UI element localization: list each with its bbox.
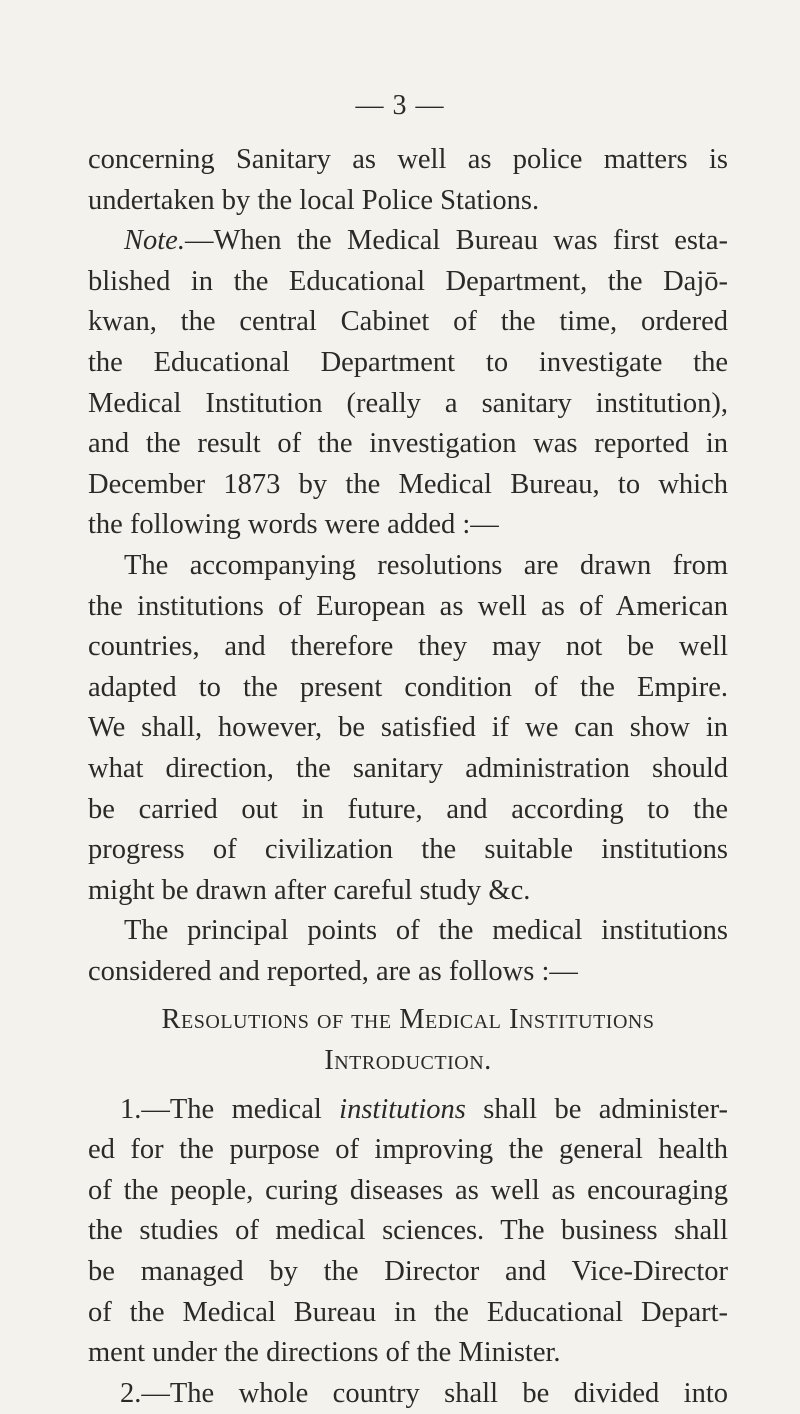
- body-line: undertaken by the local Police Stations.: [88, 184, 540, 216]
- item-1-post: shall be administer-: [465, 1093, 728, 1125]
- principal-line: The principal points of the medical institutions: [124, 915, 728, 947]
- item-1-emphasis: institutions: [339, 1093, 466, 1125]
- note-line: December 1873 by the Medical Bureau, to which: [88, 468, 728, 500]
- quote-line: countries, and therefore they may not be well: [88, 631, 728, 663]
- quote-line: might be drawn after careful study &c.: [88, 874, 531, 906]
- item-1-line: of the Medical Bureau in the Educational Depart-: [88, 1296, 728, 1328]
- quote-line: The accompanying resolutions are drawn from: [124, 549, 728, 581]
- note-line: the Educational Department to investigate the: [88, 346, 728, 378]
- item-1-pre: 1.—The medical: [120, 1093, 340, 1125]
- page-body: [88, 140, 728, 1414]
- note-first-line: —When the Medical Bureau was first esta-: [184, 225, 728, 257]
- note-line: and the result of the investigation was reported in: [88, 428, 728, 460]
- quote-line: the institutions of European as well as of American: [88, 590, 728, 622]
- quote-line: progress of civilization the suitable institutions: [88, 834, 728, 866]
- note-label: Note.: [124, 225, 185, 257]
- item-1-line: the studies of medical sciences. The business shall: [88, 1215, 728, 1247]
- item-1-start: [88, 1090, 728, 1131]
- body-line: concerning Sanitary as well as police matters is: [88, 144, 728, 175]
- section-heading: Resolutions of the Medical Institutions: [161, 1004, 655, 1036]
- section-subheading: Introduction.: [324, 1045, 492, 1077]
- principal-line: considered and reported, are as follows :—: [88, 955, 578, 987]
- item-1-line: be managed by the Director and Vice-Director: [88, 1256, 728, 1288]
- item-2-line: 2.—The whole country shall be divided into: [120, 1377, 728, 1409]
- note-paragraph-start: [88, 221, 728, 262]
- quote-line: be carried out in future, and according to the: [88, 793, 728, 825]
- item-1-line: ed for the purpose of improving the general health: [88, 1134, 728, 1166]
- item-1-line: of the people, curing diseases as well as encouraging: [88, 1174, 728, 1206]
- quote-line: adapted to the present condition of the Empire.: [88, 671, 728, 703]
- note-line: blished in the Educational Department, the Dajō-: [88, 265, 728, 297]
- item-1-line: ment under the directions of the Minister.: [88, 1337, 561, 1369]
- note-line: kwan, the central Cabinet of the time, ordered: [88, 306, 728, 338]
- quote-line: We shall, however, be satisfied if we can show in: [88, 712, 728, 744]
- note-line: the following words were added :—: [88, 509, 499, 541]
- quote-line: what direction, the sanitary administration should: [88, 752, 728, 784]
- page-number: — 3 —: [355, 90, 445, 121]
- note-line: Medical Institution (really a sanitary institution),: [88, 387, 728, 419]
